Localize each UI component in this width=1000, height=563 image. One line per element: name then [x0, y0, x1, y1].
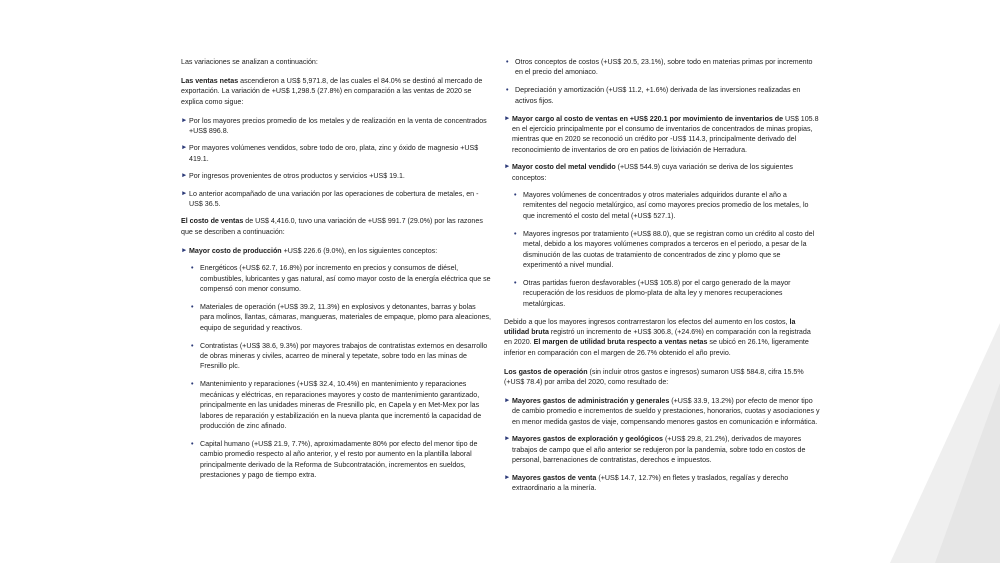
arrow-bullet-icon: ►	[181, 144, 188, 152]
dot-bullet-icon: •	[191, 264, 194, 273]
net-sales-paragraph	[181, 76, 491, 107]
inventory-movement-text: US$ 105.8 en el ejercicio principalmente por el consumo de inventarios de concentrados de minas propias, mientras que en 2020 se reconoció un crédito por -US$ 114.3, principalmente derivado del reconocimiento de inventarios de oro en patios de lixiviación de Herradura.	[512, 114, 819, 154]
operating-expenses-bold: Los gastos de operación	[504, 367, 588, 376]
metal-cost-text: (+US$ 544.9) cuya variación se deriva de los siguientes conceptos:	[512, 163, 793, 182]
list-item: ► Mayores gastos de exploración y geológicos (+US$ 29.8, 21.2%), derivados de mayores trabajos de campo que el año anterior se redujeron por la pandemia, sobre todo en costos de personal, barrenaciones de contratistas, derechos e impuestos.	[504, 435, 806, 465]
list-item: • Materiales de operación (+US$ 39.2, 11.3%) en explosivos y detonantes, barras y bolas para molinos, llantas, cámaras, mangueras, materiales de empaque, plomo para aleaciones, equipo de seguridad y reactivos.	[191, 302, 491, 332]
list-item: • Depreciación y amortización (+US$ 11.2, +1.6%) derivada de las inversiones realizadas en activos fijos.	[506, 86, 801, 105]
metal-cost-bold: Mayor costo del metal vendido	[512, 163, 616, 172]
dot-bullet-icon: •	[514, 278, 517, 287]
list-item: • Mayores volúmenes de concentrados y otros materiales adquiridos durante el año a remitentes del negocio metalúrgico, así como mayores precios promedio de los metales, lo que incrementó el costo del metal (+US$ 527.1).	[514, 191, 809, 220]
dot-bullet-icon: •	[191, 341, 194, 350]
arrow-bullet-icon: ►	[504, 397, 511, 405]
cost-of-sales-paragraph	[181, 216, 491, 237]
list-item: ► Por ingresos provenientes de otros productos y servicios +US$ 19.1.	[181, 172, 405, 181]
list-item: • Mayores ingresos por tratamiento (+US$ 88.0), que se registran como un crédito al costo del metal, debido a los mayores volúmenes comprados a terceros en el periodo, a pesar de la disminución de las cuotas de tratamiento de concentrados de zinc y plomo que se experimentó a nivel mundial.	[514, 229, 815, 269]
arrow-bullet-icon: ►	[504, 114, 511, 122]
net-sales-text: ascendieron a US$ 5,971.8, de las cuales el 84.0% se destinó al mercado de exportación. La variación de +US$ 1,298.5 (27.8%) en comparación a las ventas de 2020 se explica como sigue:	[181, 76, 483, 106]
gross-profit-paragraph: Debido a que los mayores ingresos contrarrestaron los efectos del aumento en los costos, la utilidad bruta registró un incremento de +US$ 306.8, (+24.6%) en comparación con la registrada en 2020. El margen de utilidad bruta respecto a ventas netas se ubicó en 26.1%, ligeramente inferior en comparación con el margen de 26.7% obtenido el año previo.	[504, 317, 811, 357]
arrow-bullet-icon: ►	[504, 163, 511, 171]
list-item: ► Mayores gastos de venta (+US$ 14.7, 12.7%) en fletes y traslados, regalías y derecho extraordinario a la minería.	[504, 473, 789, 492]
right-column	[504, 57, 820, 500]
list-item: • Contratistas (+US$ 38.6, 9.3%) por mayores trabajos de contratistas externos en desarrollo de obras mineras y civiles, acarreo de mineral y tepetate, sobre todo en las minas de Fresnillo plc.	[191, 341, 488, 371]
dot-bullet-icon: •	[506, 86, 509, 95]
production-cost-bold: Mayor costo de producción	[189, 246, 282, 255]
dot-bullet-icon: •	[191, 439, 194, 448]
dot-bullet-icon: •	[514, 229, 517, 238]
inventory-movement-item	[504, 114, 820, 156]
list-item: ► Lo anterior acompañado de una variación por las operaciones de cobertura de metales, en -US$ 36.5.	[181, 189, 479, 209]
cost-of-sales-text: de US$ 4,416.0, tuvo una variación de +US$ 991.7 (29.0%) por las razones que se describen a continuación:	[181, 217, 483, 236]
list-item: ► Por los mayores precios promedio de los metales y de realización en la venta de concentrados +US$ 896.8.	[181, 116, 487, 136]
operating-expenses-list	[504, 396, 820, 493]
intro-paragraph: Las variaciones se analizan a continuación:	[181, 58, 318, 66]
operating-expenses-text: (sin incluir otros gastos e ingresos) sumaron US$ 584.8, cifra 15.5% (+US$ 78.4) por arriba del 2020, como resultado de:	[504, 367, 804, 387]
production-cost-sublist	[189, 263, 491, 480]
arrow-bullet-icon: ►	[181, 246, 188, 254]
list-item: • Otras partidas fueron desfavorables (+US$ 105.8) por el cargo generado de la mayor recuperación de los residuos de plomo-plata de alta ley y menores recuperaciones metalúrgicas.	[514, 278, 791, 308]
production-cost-list	[181, 246, 491, 481]
cost-drivers-list	[504, 114, 820, 310]
operating-expenses-paragraph	[504, 367, 820, 388]
arrow-bullet-icon: ►	[181, 172, 188, 180]
list-item: • Energéticos (+US$ 62.7, 16.8%) por incremento en precios y consumos de diésel, combustibles, lubricantes y gas natural, así como mayor costo de la energía eléctrica que se compensó con menor consumo.	[191, 264, 491, 293]
dot-bullet-icon: •	[191, 380, 194, 389]
net-sales-bold: Las ventas netas	[181, 76, 239, 85]
cost-of-sales-bold: El costo de ventas	[181, 217, 244, 226]
metal-cost-item	[504, 162, 820, 309]
metal-cost-sublist	[512, 190, 820, 309]
list-item: • Capital humano (+US$ 21.9, 7.7%), aproximadamente 80% por efecto del menor tipo de cambio promedio respecto al año anterior, y el resto por aumento en la plantilla laboral principalmente derivado de la Reforma de Subcontratación, incrementos en sueldos, prestaciones y pago de tiempo extra.	[191, 439, 478, 480]
gross-margin-bold: El margen de utilidad bruta respecto a ventas netas	[533, 338, 708, 347]
dot-bullet-icon: •	[191, 302, 194, 311]
list-item: ► Por mayores volúmenes vendidos, sobre todo de oro, plata, zinc y óxido de magnesio +US$ 419.1.	[181, 144, 479, 163]
dot-bullet-icon: •	[514, 191, 517, 200]
list-item: ► Mayores gastos de administración y generales (+US$ 33.9, 13.2%) por efecto de menor tipo de cambio promedio e incrementos de sueldo y prestaciones, honorarios, cuotas y asociaciones y en menor medida gastos de viaje, compensando menores gastos en comunicación e informática.	[504, 397, 820, 426]
production-cost-text: +US$ 226.6 (9.0%), en los siguientes conceptos:	[281, 246, 438, 255]
arrow-bullet-icon: ►	[181, 189, 188, 197]
list-item: • Mantenimiento y reparaciones (+US$ 32.4, 10.4%) en mantenimiento y reparaciones mecánicas y eléctricas, en reparaciones mayores y costo de mantenimiento garantizado, principalmente en las unidades mineras de Fresnillo plc, en Capela y en Met-Mex por las labores de reparación y estabilización en la nueva planta que incrementó la capacidad de producción de zinc afinado.	[191, 380, 482, 430]
arrow-bullet-icon: ►	[504, 435, 511, 443]
production-cost-item	[181, 246, 491, 481]
continued-cost-sublist	[504, 57, 820, 106]
dot-bullet-icon: •	[506, 58, 509, 66]
arrow-bullet-icon: ►	[181, 116, 188, 124]
inventory-movement-bold: Mayor cargo al costo de ventas en +US$ 220.1 por movimiento de inventarios de	[512, 114, 784, 123]
list-item: • Otros conceptos de costos (+US$ 20.5, 23.1%), sobre todo en materias primas por incremento en el precio del amoniaco.	[506, 58, 813, 77]
arrow-bullet-icon: ►	[504, 473, 511, 481]
gross-profit-bold: la utilidad bruta	[504, 317, 796, 337]
net-sales-bullet-list	[181, 116, 491, 210]
left-column	[181, 57, 491, 488]
